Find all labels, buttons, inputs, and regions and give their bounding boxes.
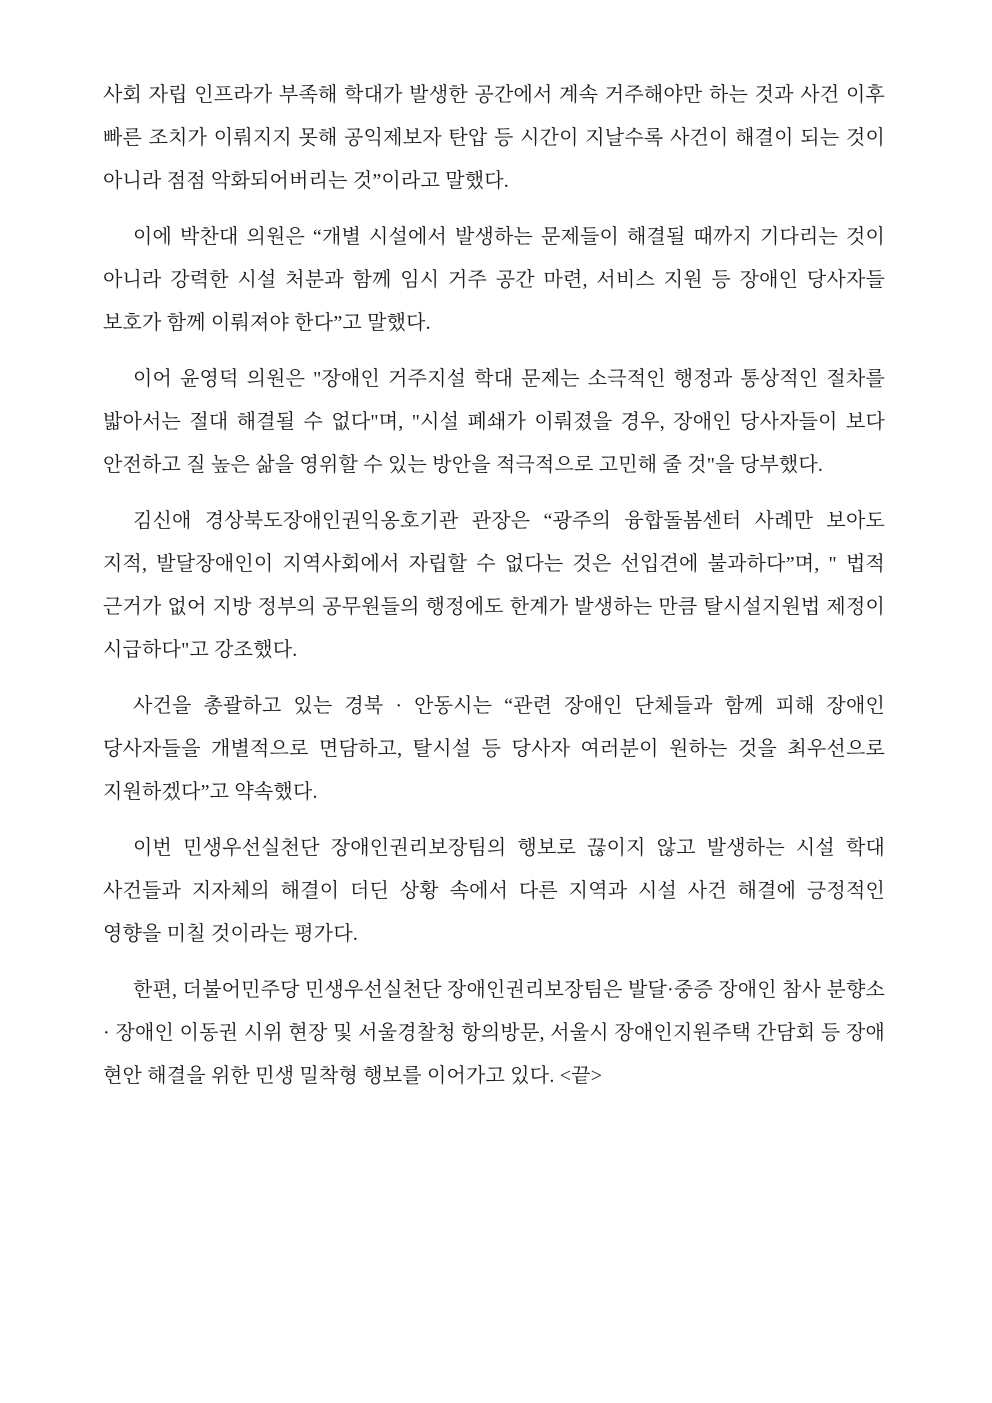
- paragraph: 이번 민생우선실천단 장애인권리보장팀의 행보로 끊이지 않고 발생하는 시설 학대 사건들과 지자체의 해결이 더딘 상황 속에서 다른 지역과 시설 사건 해결에 긍정적인 영향을 미칠 것이라는 평가다.: [103, 837, 885, 945]
- paragraph: 한편, 더불어민주당 민생우선실천단 장애인권리보장팀은 발달·중증 장애인 참사 분향소 · 장애인 이동권 시위 현장 및 서울경찰청 항의방문, 서울시 장애인지원주택 간담회 등 장애 현안 해결을 위한 민생 밀착형 행보를 이어가고 있다. <끝>: [103, 979, 885, 1087]
- paragraph: 김신애 경상북도장애인권익옹호기관 관장은 “광주의 융합돌봄센터 사례만 보아도 지적, 발달장애인이 지역사회에서 자립할 수 없다는 것은 선입견에 불과하다”며, " 법적 근거가 없어 지방 정부의 공무원들의 행정에도 한계가 발생하는 만큼 탈시설지원법 제정이 시급하다"고 강조했다.: [103, 510, 885, 661]
- paragraph: 이어 윤영덕 의원은 "장애인 거주지설 학대 문제는 소극적인 행정과 통상적인 절차를 밟아서는 절대 해결될 수 없다"며, "시설 폐쇄가 이뤄졌을 경우, 장애인 당사자들이 보다 안전하고 질 높은 삶을 영위할 수 있는 방안을 적극적으로 고민해 줄 것"을 당부했다.: [103, 368, 885, 476]
- paragraph: 사회 자립 인프라가 부족해 학대가 발생한 공간에서 계속 거주해야만 하는 것과 사건 이후 빠른 조치가 이뤄지지 못해 공익제보자 탄압 등 시간이 지날수록 사건이 해결이 되는 것이 아니라 점점 악화되어버리는 것”이라고 말했다.: [103, 84, 885, 192]
- paragraph: 이에 박찬대 의원은 “개별 시설에서 발생하는 문제들이 해결될 때까지 기다리는 것이 아니라 강력한 시설 처분과 함께 임시 거주 공간 마련, 서비스 지원 등 장애인 당사자들 보호가 함께 이뤄져야 한다”고 말했다.: [103, 226, 885, 334]
- paragraph: 사건을 총괄하고 있는 경북 · 안동시는 “관련 장애인 단체들과 함께 피해 장애인 당사자들을 개별적으로 면담하고, 탈시설 등 당사자 여러분이 원하는 것을 최우선으로 지원하겠다”고 약속했다.: [103, 695, 885, 803]
